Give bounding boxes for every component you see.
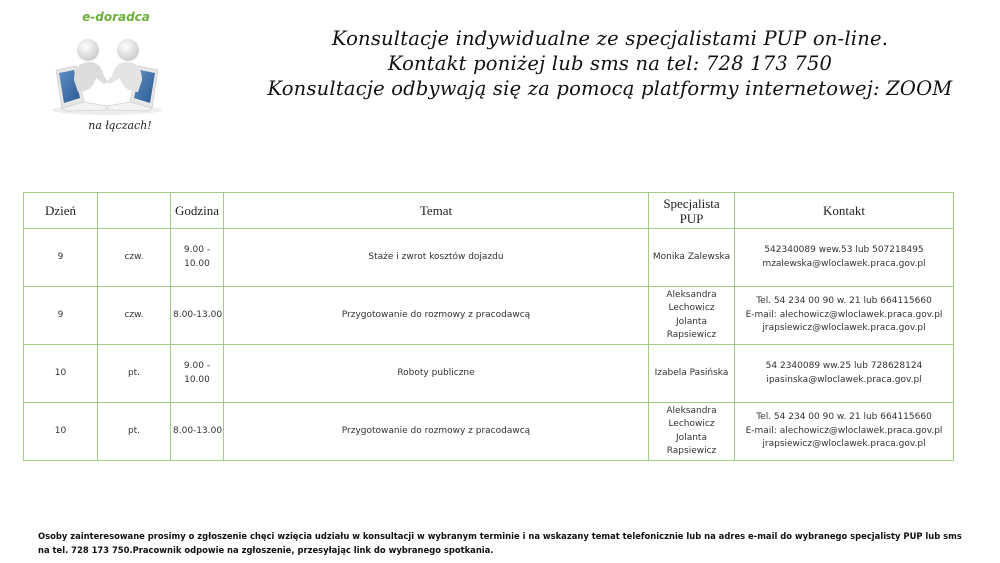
specialist-name-line: Jolanta [676,316,707,327]
consultation-schedule-table [23,192,954,461]
headline [220,26,1000,101]
hour-line-2: 10.00 [184,374,210,385]
cell-specialist [649,287,735,345]
table-row [24,287,954,345]
specialist-name-line: Rapsiewicz [666,330,717,340]
cell-weekday: pt. [98,345,171,403]
hour-line-1: 9.00 - [183,245,211,255]
cell-specialist [649,403,735,461]
specialist-name-line: Aleksandra [666,289,717,300]
cell-specialist [649,229,735,287]
header-specialist [649,193,735,229]
contact-email[interactable]: E-mail: alechowicz@wloclawek.praca.gov.pl [745,309,943,320]
headline-line-1: Konsultacje indywidualne ze specjalistami PUP on-line. [331,27,889,50]
footer-line-1: Osoby zainteresowane prosimy o zgłoszenie chęci wzięcia udziału w konsultacji w wybranym terminie i na wskazany temat telefonicznie lub na adres e-mail do wybranego specjalisty PUP lub sms [38,531,962,541]
contact-email[interactable]: jrapsiewicz@wloclawek.praca.gov.pl [762,439,926,450]
handshake-laptops-icon [48,28,166,116]
header-day: Dzień [24,193,98,229]
logo-title: e-doradca [82,10,150,24]
cell-hour [171,345,224,403]
cell-specialist [649,345,735,403]
header-specialist-line-2: PUP [679,210,704,226]
cell-hour [171,287,224,345]
table-row [24,345,954,403]
footer-note [38,530,988,557]
specialist-name-line: Lechowicz [668,419,715,429]
cell-weekday: czw. [98,229,171,287]
table-header-row [24,193,954,229]
specialist-name-line: Rapsiewicz [666,446,717,456]
headline-line-2: Kontakt poniżej lub sms na tel: 728 173 750 [387,52,833,75]
hour-line-1: 8.00-13.00 [173,425,223,436]
contact-email[interactable]: jrapsiewicz@wloclawek.praca.gov.pl [762,323,926,334]
cell-topic: Przygotowanie do rozmowy z pracodawcą [224,403,649,461]
specialist-name: Izabela Pasińska [654,367,729,378]
header-specialist-line-1: Specjalista [663,195,720,211]
header-hour: Godzina [171,193,224,229]
cell-hour [171,229,224,287]
cell-contact [735,345,954,403]
cell-topic: Przygotowanie do rozmowy z pracodawcą [224,287,649,345]
cell-day: 9 [24,229,98,287]
hour-line-1: 8.00-13.00 [173,309,223,320]
cell-topic: Staże i zwrot kosztów dojazdu [224,229,649,287]
cell-day: 10 [24,345,98,403]
cell-weekday: pt. [98,403,171,461]
specialist-name-line: Aleksandra [666,405,717,416]
cell-topic: Roboty publiczne [224,345,649,403]
hour-line-1: 9.00 - [183,361,211,371]
contact-email[interactable]: mzalewska@wloclawek.praca.gov.pl [762,258,926,269]
cell-weekday: czw. [98,287,171,345]
cell-contact [735,403,954,461]
contact-email[interactable]: ipasinska@wloclawek.praca.gov.pl [766,374,922,385]
specialist-name-line: Lechowicz [668,303,715,313]
contact-phone: 542340089 wew.53 lub 507218495 [764,245,924,255]
cell-day: 10 [24,403,98,461]
logo-subtitle: na łączach! [88,119,152,132]
table-row [24,229,954,287]
header-weekday [98,193,171,229]
hour-line-2: 10.00 [184,258,210,269]
headline-line-3: Konsultacje odbywają się za pomocą platformy internetowej: ZOOM [267,77,953,100]
cell-contact [735,287,954,345]
specialist-name-line: Jolanta [676,432,707,443]
cell-contact [735,229,954,287]
footer-line-2: na tel. 728 173 750.Pracownik odpowie na zgłoszenie, przesyłając link do wybranego spotkania. [38,544,494,555]
cell-day: 9 [24,287,98,345]
contact-phone: Tel. 54 234 00 90 w. 21 lub 664115660 [756,412,932,423]
specialist-name: Monika Zalewska [652,251,731,262]
e-doradca-logo [40,6,190,136]
cell-hour [171,403,224,461]
header-topic: Temat [224,193,649,229]
header-contact: Kontakt [735,193,954,229]
contact-email[interactable]: E-mail: alechowicz@wloclawek.praca.gov.pl [745,425,943,436]
contact-phone: 54 2340089 ww.25 lub 728628124 [765,361,923,371]
contact-phone: Tel. 54 234 00 90 w. 21 lub 664115660 [756,296,932,307]
table-row [24,403,954,461]
